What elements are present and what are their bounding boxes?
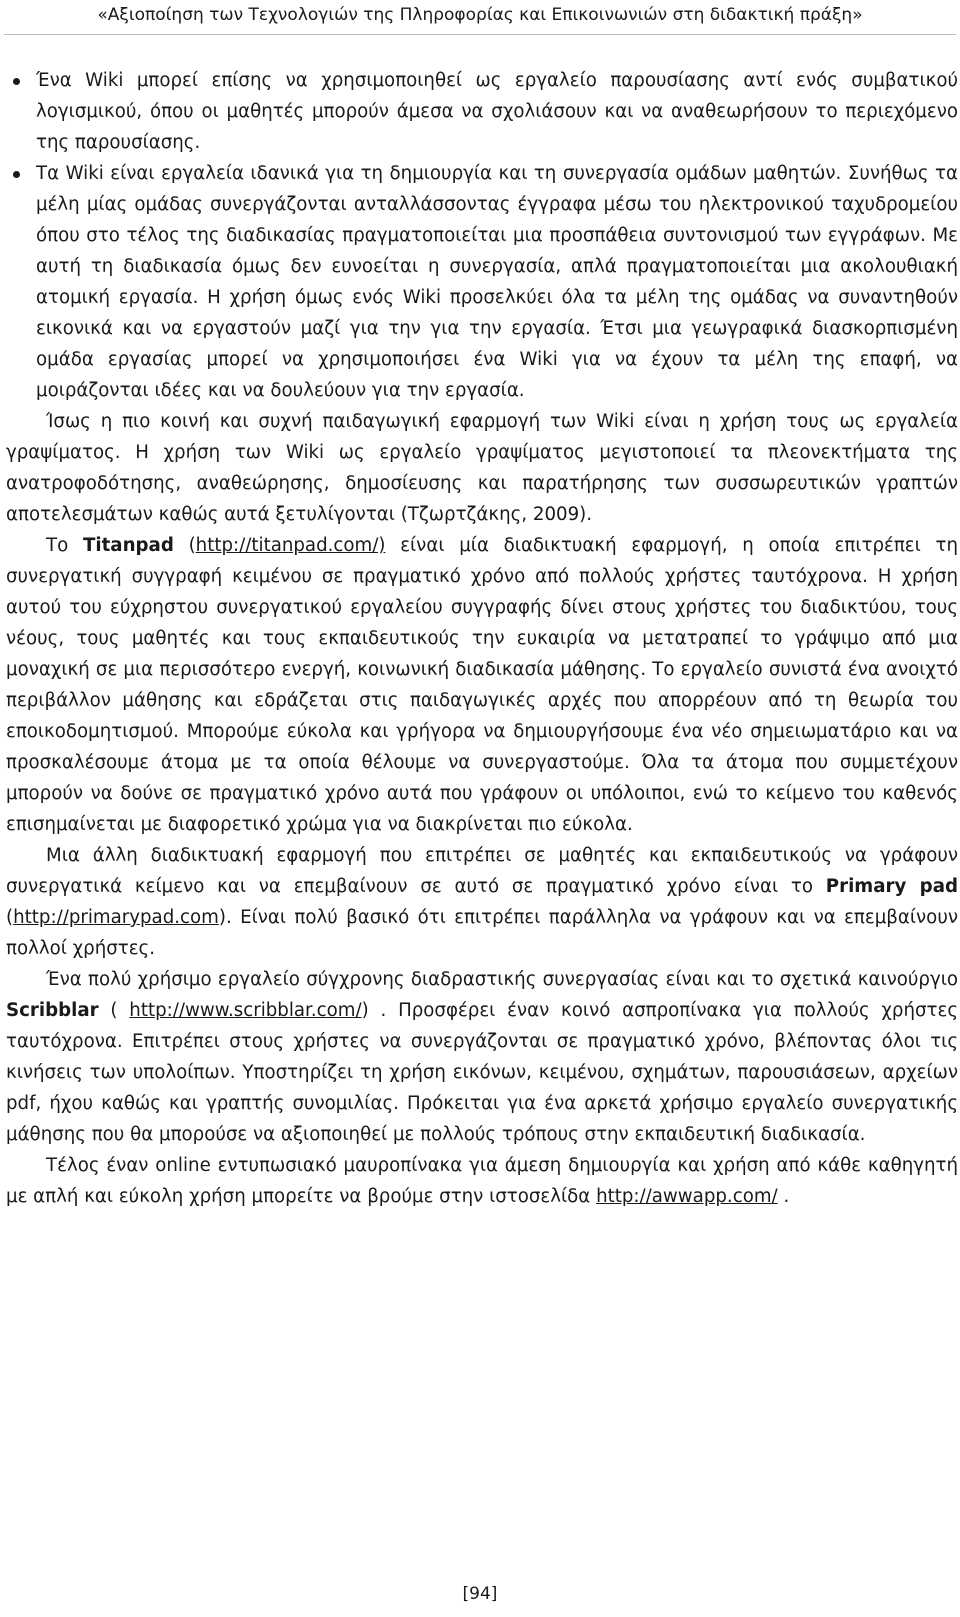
paragraph-awwapp bbox=[6, 1150, 958, 1212]
paragraph-text: ( bbox=[173, 535, 196, 556]
paragraph-titanpad bbox=[6, 530, 958, 840]
header-divider bbox=[4, 34, 956, 35]
scribblar-link[interactable]: http://www.scribblar.com/ bbox=[129, 1000, 362, 1021]
bullet-item-collaboration bbox=[6, 158, 958, 406]
scribblar-name: Scribblar bbox=[6, 1000, 99, 1021]
paragraph-text: ( bbox=[6, 907, 14, 928]
primarypad-link[interactable]: http://primarypad.com bbox=[13, 907, 219, 928]
paragraph-text: ( bbox=[98, 1000, 130, 1021]
paragraph-text: ). Είναι πολύ βασικό ότι επιτρέπει παράλληλα να γράφουν και να επεμβαίνουν πολλοί χρήστες. bbox=[6, 907, 958, 959]
paragraph-text: Μια άλλη διαδικτυακή εφαρμογή που επιτρέπει σε μαθητές και εκπαιδευτικούς να γράφουν συνεργατικά κείμενο και να επεμβαίνουν σε αυτό σε πραγματικό χρόνο είναι το bbox=[6, 845, 958, 897]
paragraph-text: ) . Προσφέρει έναν κοινό ασπροπίνακα για πολλούς χρήστες ταυτόχρονα. Επιτρέπει στους χρήστες να συνεργάζονται σε πραγματικό χρόνο, βλέποντας όλοι τις κινήσεις των υπολοίπων. Υποστηρίζει τη χρήση εικόνων, κειμένου, σχημάτων, παρουσιάσεων, αρχείων pdf, ήχου καθώς και γραπτής συνομιλίας. Πρόκειται για ένα αρκετά χρήσιμο εργαλείο συνεργατικής μάθησης που θα μπορούσε να αξιοποιηθεί με πολλούς τρόπους στην εκπαιδευτική διαδικασία. bbox=[6, 1000, 958, 1145]
paragraph-primarypad bbox=[6, 840, 958, 964]
awwapp-link[interactable]: http://awwapp.com/ bbox=[596, 1186, 778, 1207]
bullet-item-presentation bbox=[6, 65, 958, 158]
bullet-dot-icon bbox=[13, 78, 20, 85]
paragraph-wiki-writing: Ίσως η πιο κοινή και συχνή παιδαγωγική εφαρμογή των Wiki είναι η χρήση τους ως εργαλεία γραψίματος. Η χρήση των Wiki ως εργαλείο γραψίματος μεγιστοποιεί τα πλεονεκτήματα της ανατροφοδότησης, αναθεώρησης, δημοσίευσης και παρατήρησης των συσσωρευτικών γραπτών αποτελεσμάτων καθώς αυτά ξετυλίγονται (Τζωρτζάκης, 2009). bbox=[6, 411, 958, 525]
document-body bbox=[6, 65, 958, 1212]
paragraph-scribblar bbox=[6, 964, 958, 1150]
paragraph-text: Το bbox=[46, 535, 83, 556]
bullet-text: Ένα Wiki μπορεί επίσης να χρησιμοποιηθεί ως εργαλείο παρουσίασης αντί ενός συμβατικού λογισμικού, όπου οι μαθητές μπορούν άμεσα να σχολιάσουν και να αναθεωρήσουν το περιεχόμενο της παρουσίασης. bbox=[36, 70, 958, 153]
paragraph-text: . bbox=[777, 1186, 790, 1207]
primarypad-name: Primary pad bbox=[825, 876, 958, 897]
bullet-list bbox=[6, 65, 958, 406]
bullet-dot-icon bbox=[13, 171, 20, 178]
page-number: [94] bbox=[462, 1584, 498, 1604]
bullet-text: Τα Wiki είναι εργαλεία ιδανικά για τη δημιουργία και τη συνεργασία ομάδων μαθητών. Συνήθως τα μέλη μίας ομάδας συνεργάζονται ανταλλάσσοντας έγγραφα μέσω του ηλεκτρονικού ταχυδρομείου όπου στο τέλος της διαδικασίας πραγματοποιείται μια προσπάθεια συντονισμού των εγγράφων. Με αυτή τη διαδικασία όμως δεν ευνοείται η συνεργασία, απλά πραγματοποιείται μια ακολουθιακή ατομική εργασία. Η χρήση όμως ενός Wiki προσελκύει όλα τα μέλη της ομάδας να συναντηθούν εικονικά και να εργαστούν μαζί για την για την εργασία. Έτσι μια γεωγραφικά διασκορπισμένη ομάδα εργασίας μπορεί να χρησιμοποιήσει ένα Wiki για να έχουν τα μέλη της επαφή, να μοιράζονται ιδέες και να δουλεύουν για την εργασία. bbox=[36, 163, 958, 401]
running-header: «Αξιοποίηση των Τεχνολογιών της Πληροφορίας και Επικοινωνιών στη διδακτική πράξη» bbox=[97, 5, 863, 25]
paragraph-text: είναι μία διαδικτυακή εφαρμογή, η οποία επιτρέπει τη συνεργατική συγγραφή κειμένου σε πραγματικό χρόνο από πολλούς χρήστες ταυτόχρονα. Η χρήση αυτού του εύχρηστου συνεργατικού εργαλείου συγγραφής δίνει στους χρήστες του διαδικτύου, τους νέους, τους μαθητές και τους εκπαιδευτικούς την ευκαιρία να μετατραπεί το γράψιμο από μια μοναχική σε μια περισσότερο ενεργή, κοινωνική διαδικασία μάθησης. Το εργαλείο συνιστά ένα ανοιχτό περιβάλλον μάθησης και εδράζεται στις παιδαγωγικές αρχές που απορρέουν από τη θεωρία του εποικοδομητισμού. Μπορούμε εύκολα και γρήγορα να δημιουργήσουμε ένα νέο σημειωματάριο και να προσκαλέσουμε άτομα με τα οποία θέλουμε να συνεργαστούμε. Όλα τα άτομα που συμμετέχουν μπορούν να δούνε σε πραγματικό χρόνο αυτά που γράφουν οι υπόλοιποι, ενώ το κείμενο του καθενός επισημαίνεται με διαφορετικό χρώμα για να διακρίνεται πιο εύκολα. bbox=[6, 535, 958, 835]
titanpad-link[interactable]: http://titanpad.com/) bbox=[195, 535, 386, 556]
paragraph-text: Ένα πολύ χρήσιμο εργαλείο σύγχρονης διαδραστικής συνεργασίας είναι και το σχετικά καινούργιο bbox=[46, 969, 958, 990]
paragraph-text: Τέλος έναν online εντυπωσιακό μαυροπίνακα για άμεση δημιουργία και χρήση από κάθε καθηγητή με απλή και εύκολη χρήση μπορείτε να βρούμε στην ιστοσελίδα bbox=[6, 1155, 958, 1207]
titanpad-name: Titanpad bbox=[82, 535, 174, 556]
